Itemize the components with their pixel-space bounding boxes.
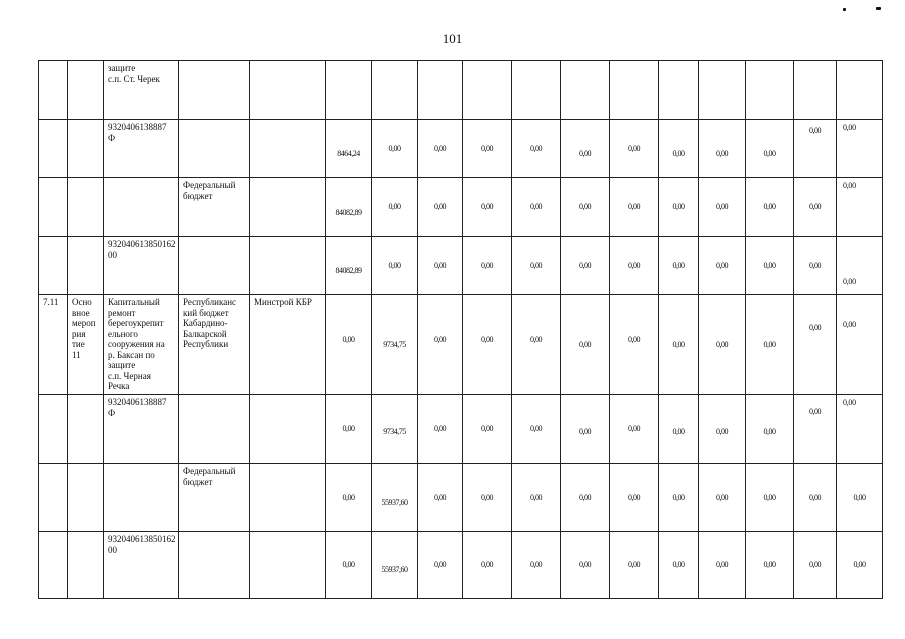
- value-cell: 0,00: [463, 120, 512, 178]
- cell-name: 9320406138887 Ф: [104, 395, 179, 464]
- value-cell: 0,00: [746, 395, 794, 464]
- value-cell: 0,00: [372, 178, 418, 237]
- value-cell: 0,00: [794, 464, 837, 532]
- value-cell: 0,00: [794, 295, 837, 395]
- value-cell: 0,00: [512, 464, 561, 532]
- value-cell: 0,00: [561, 237, 610, 295]
- value-cell: 0,00: [463, 464, 512, 532]
- value-cell: 0,00: [463, 532, 512, 599]
- value-cell: 8464,24: [326, 120, 372, 178]
- cell-source: Федеральный бюджет: [179, 464, 250, 532]
- value-cell: 0,00: [659, 120, 699, 178]
- cell-name: 9320406138887 Ф: [104, 120, 179, 178]
- value-cell: 0,00: [699, 532, 746, 599]
- value-cell: 0,00: [561, 178, 610, 237]
- value-cell: 0,00: [463, 295, 512, 395]
- value-cell: 0,00: [659, 464, 699, 532]
- value-cell: 0,00: [326, 464, 372, 532]
- value-cell: 0,00: [699, 464, 746, 532]
- value-cell: 0,00: [794, 532, 837, 599]
- value-cell: 55937,60: [372, 532, 418, 599]
- value-cell: 0,00: [699, 295, 746, 395]
- value-cell: 0,00: [418, 120, 463, 178]
- cell-source: Федеральный бюджет: [179, 178, 250, 237]
- value-cell: 0,00: [561, 120, 610, 178]
- value-cell: 0,00: [610, 178, 659, 237]
- table-row: [39, 120, 883, 178]
- value-cell: 0,00: [699, 395, 746, 464]
- value-cell: 0,00: [610, 120, 659, 178]
- value-cell: 0,00: [512, 532, 561, 599]
- cell-name: 93204061385016200: [104, 237, 179, 295]
- last-value-cell: 0,00: [837, 532, 883, 599]
- cell-source: [179, 61, 250, 120]
- table-row: [39, 295, 883, 395]
- value-cell: 0,00: [659, 295, 699, 395]
- value-cell: 0,00: [512, 178, 561, 237]
- value-cell: 0,00: [746, 532, 794, 599]
- value-cell: 0,00: [746, 295, 794, 395]
- value-cell: 9734,75: [372, 295, 418, 395]
- value-cell: 0,00: [418, 295, 463, 395]
- value-cell: 0,00: [746, 120, 794, 178]
- value-cell: 0,00: [794, 120, 837, 178]
- value-cell: 0,00: [326, 532, 372, 599]
- page-number: 101: [442, 31, 463, 46]
- value-cell: 0,00: [794, 395, 837, 464]
- value-cell: 0,00: [372, 120, 418, 178]
- cell-name: Капитальный ремонт берегоукрепит ельного сооружения на р. Баксан по защите с.п. Черная Речка: [104, 295, 179, 395]
- value-cell: 0,00: [463, 178, 512, 237]
- value-cell: 0,00: [326, 395, 372, 464]
- value-cell: 0,00: [610, 532, 659, 599]
- value-cell: 0,00: [610, 295, 659, 395]
- value-cell: 0,00: [699, 178, 746, 237]
- value-cell: 0,00: [659, 178, 699, 237]
- value-cell: 0,00: [512, 395, 561, 464]
- last-value-cell: 0,00: [837, 464, 883, 532]
- value-cell: 0,00: [746, 237, 794, 295]
- cell-no: 7.11: [39, 295, 68, 395]
- cell-name: 93204061385016200: [104, 532, 179, 599]
- table-row: [39, 237, 883, 295]
- table-row: [39, 178, 883, 237]
- value-cell: 0,00: [418, 237, 463, 295]
- cell-exec: Минстрой КБР: [250, 295, 326, 395]
- value-cell: 9734,75: [372, 395, 418, 464]
- value-cell: 0,00: [512, 295, 561, 395]
- cell-no: [39, 61, 68, 120]
- value-cell: 0,00: [610, 464, 659, 532]
- value-cell: 0,00: [326, 295, 372, 395]
- last-value-cell: 0,00: [837, 120, 883, 178]
- value-cell: 0,00: [746, 178, 794, 237]
- value-cell: 0,00: [561, 532, 610, 599]
- last-value-cell: 0,00: [837, 295, 883, 395]
- last-value-cell: 0,00: [837, 237, 883, 295]
- table-row: [39, 61, 883, 120]
- value-cell: 0,00: [372, 237, 418, 295]
- table-row: [39, 532, 883, 599]
- value-cell: 0,00: [463, 237, 512, 295]
- value-cell: 0,00: [659, 395, 699, 464]
- budget-table: [38, 60, 883, 599]
- last-value-cell: 0,00: [837, 395, 883, 464]
- value-cell: 55937,60: [372, 464, 418, 532]
- table-row: [39, 464, 883, 532]
- value-cell: 0,00: [610, 395, 659, 464]
- value-cell: 0,00: [794, 178, 837, 237]
- scan-mark: [843, 8, 846, 11]
- cell-exec: [250, 61, 326, 120]
- cell-kind: Осно вное мероп рия тие 11: [68, 295, 104, 395]
- cell-source: Республиканс кий бюджет Кабардино- Балкарской Республики: [179, 295, 250, 395]
- value-cell: 0,00: [561, 464, 610, 532]
- value-cell: 0,00: [794, 237, 837, 295]
- value-cell: 0,00: [463, 395, 512, 464]
- value-cell: 0,00: [418, 395, 463, 464]
- value-cell: 0,00: [699, 237, 746, 295]
- value-cell: 0,00: [418, 464, 463, 532]
- value-cell: 0,00: [418, 532, 463, 599]
- scan-mark: [876, 7, 881, 10]
- cell-name: защите с.п. Ст. Черек: [104, 61, 179, 120]
- value-cell: 0,00: [512, 237, 561, 295]
- value-cell: 84082,89: [326, 178, 372, 237]
- value-cell: 0,00: [659, 237, 699, 295]
- value-cell: 0,00: [561, 395, 610, 464]
- table-row: [39, 395, 883, 464]
- value-cell: 0,00: [610, 237, 659, 295]
- last-value-cell: 0,00: [837, 178, 883, 237]
- value-cell: 0,00: [512, 120, 561, 178]
- value-cell: 84082,89: [326, 237, 372, 295]
- value-cell: 0,00: [659, 532, 699, 599]
- value-cell: 0,00: [699, 120, 746, 178]
- cell-kind: [68, 61, 104, 120]
- value-cell: 0,00: [746, 464, 794, 532]
- value-cell: 0,00: [561, 295, 610, 395]
- value-cell: 0,00: [418, 178, 463, 237]
